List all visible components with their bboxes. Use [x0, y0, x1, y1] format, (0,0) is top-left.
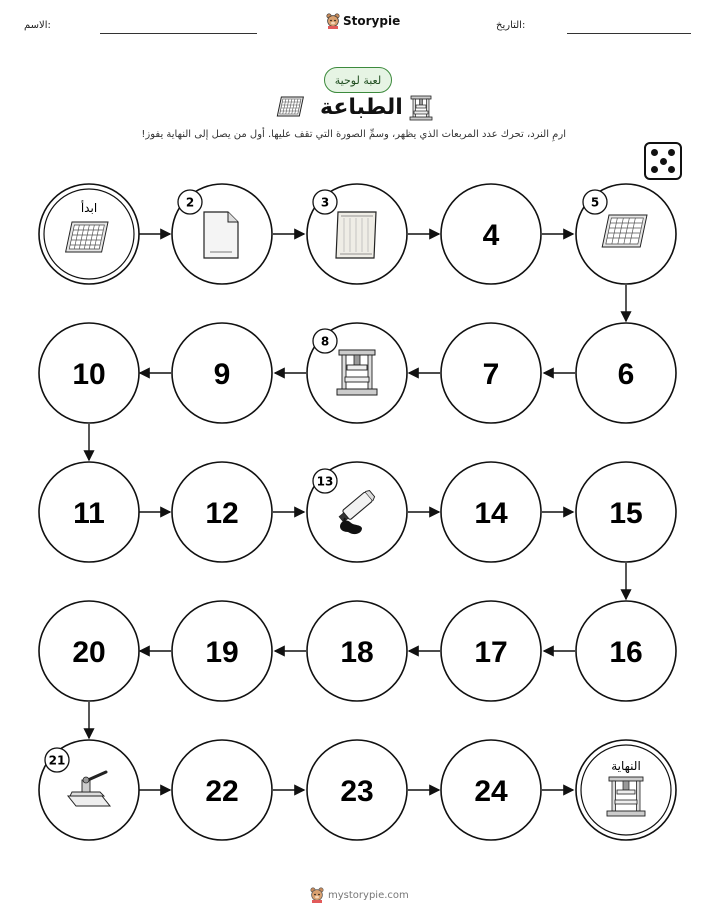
board-space — [39, 601, 139, 701]
board-space — [576, 323, 676, 423]
printing-plate-icon — [602, 215, 647, 247]
board-space — [172, 601, 272, 701]
space-number: 24 — [474, 775, 508, 808]
space-number: 7 — [482, 358, 500, 391]
space-number: 15 — [609, 497, 643, 530]
footer-url[interactable]: mystorypie.com — [328, 889, 409, 901]
space-number: 18 — [340, 636, 374, 669]
space-number: 11 — [73, 497, 105, 530]
board-space — [441, 462, 541, 562]
board-space — [172, 462, 272, 562]
space-number: 22 — [205, 775, 239, 808]
board-space — [307, 740, 407, 840]
space-number: 2 — [185, 195, 195, 210]
board-space — [307, 184, 407, 284]
space-number: 3 — [320, 195, 330, 210]
board-space — [307, 462, 407, 562]
space-number: 16 — [609, 636, 643, 669]
board-space — [172, 323, 272, 423]
board-space — [39, 323, 139, 423]
board-space — [172, 740, 272, 840]
space-number: 17 — [474, 636, 508, 669]
footer — [310, 887, 409, 903]
board-space — [576, 601, 676, 701]
board-space — [172, 184, 272, 284]
board-space — [441, 184, 541, 284]
board-space — [307, 601, 407, 701]
board-space — [576, 184, 676, 284]
space-number: 21 — [48, 753, 66, 768]
bear-icon — [310, 887, 324, 903]
end-space — [576, 740, 676, 840]
paper-sheet-icon — [204, 212, 238, 258]
start-label: ابدأ — [80, 201, 98, 215]
space-number: 13 — [316, 474, 334, 489]
space-number: 4 — [482, 219, 500, 252]
space-number: 19 — [205, 636, 239, 669]
game-type-badge: لعبة لوحية — [324, 67, 392, 93]
brand-name: Storypie — [343, 14, 401, 28]
board-space — [39, 740, 139, 840]
board-space — [39, 462, 139, 562]
name-label: الاسم: — [24, 20, 51, 31]
board-space — [441, 601, 541, 701]
space-number: 12 — [205, 497, 239, 530]
end-label: النهاية — [611, 759, 641, 773]
space-number: 20 — [72, 636, 106, 669]
board-space — [441, 323, 541, 423]
space-number: 10 — [72, 358, 106, 391]
space-number: 9 — [213, 358, 231, 391]
page-title: الطباعة — [320, 95, 403, 120]
board-space — [441, 740, 541, 840]
space-number: 8 — [320, 334, 330, 349]
instructions-text: ارمِ النرد، تحرك عدد المربعات الذي يظهر، وسمِّ الصورة التي تقف عليها. أول من يصل إلى النهاية يفوز! — [141, 129, 566, 140]
parchment-icon — [336, 212, 376, 258]
board-space — [307, 323, 407, 423]
start-space — [39, 184, 139, 284]
space-number: 23 — [340, 775, 374, 808]
board-space — [576, 462, 676, 562]
space-number: 14 — [474, 497, 508, 530]
printing-plate-icon — [66, 222, 108, 252]
date-label: التاريخ: — [496, 20, 526, 31]
space-number: 5 — [590, 195, 600, 210]
space-number: 6 — [617, 358, 635, 391]
